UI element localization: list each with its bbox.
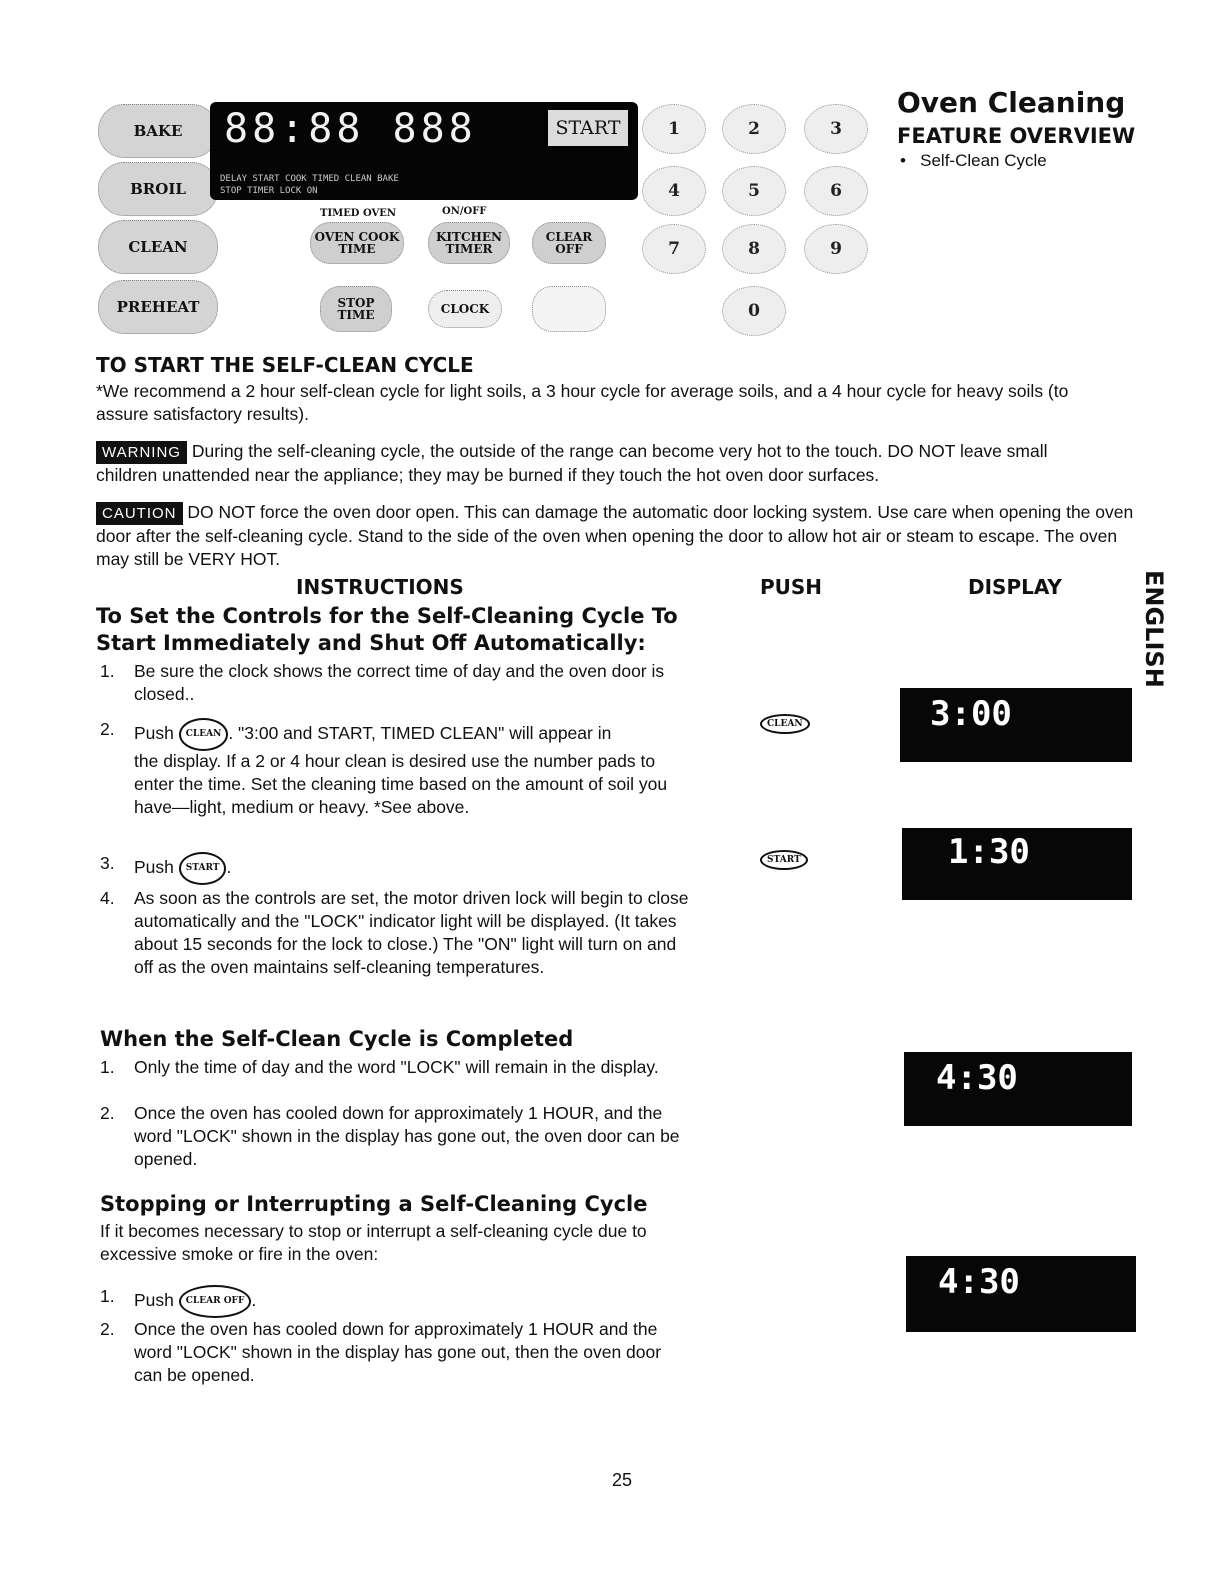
step-number: 2. bbox=[100, 1319, 115, 1339]
stopping-intro: If it becomes necessary to stop or interrupt a self-cleaning cycle due to excessive smoke or fire in the oven: bbox=[100, 1221, 647, 1264]
caution-text: DO NOT force the oven door open. This can damage the automatic door locking system. Use care when opening the oven door after the self-cleaning cycle. Stand to the side of the oven when opening the door to allow hot air or steam to escape. The oven may still be VERY HOT. bbox=[96, 502, 1134, 569]
lcd-digits: 88:88 888 bbox=[224, 106, 477, 152]
warning-block bbox=[96, 440, 1106, 487]
feature-bullet bbox=[900, 151, 1047, 171]
keypad-2[interactable]: 2 bbox=[722, 104, 786, 154]
keypad-7[interactable]: 7 bbox=[642, 224, 706, 274]
push-header: PUSH bbox=[760, 575, 823, 599]
bullet-mark: • bbox=[900, 151, 921, 170]
display-example-4 bbox=[906, 1256, 1136, 1332]
step-text: Only the time of day and the word "LOCK" will remain in the display. bbox=[134, 1057, 659, 1077]
language-tab: ENGLISH bbox=[1140, 570, 1168, 688]
oven-control-panel bbox=[92, 88, 882, 346]
keypad-0[interactable]: 0 bbox=[722, 286, 786, 336]
step-text: Once the oven has cooled down for approximately 1 HOUR, and the word "LOCK" shown in the display has gone out, the oven door can be opened. bbox=[134, 1103, 680, 1169]
kitchen-timer-button[interactable]: KITCHEN TIMER bbox=[428, 222, 510, 264]
clean-key-icon: CLEAN bbox=[179, 718, 229, 751]
keypad-1[interactable]: 1 bbox=[642, 104, 706, 154]
step-number: 2. bbox=[100, 1103, 115, 1123]
completed-heading: When the Self-Clean Cycle is Completed bbox=[100, 1027, 574, 1051]
broil-button[interactable]: BROIL bbox=[98, 162, 218, 216]
caution-block bbox=[96, 501, 1136, 571]
set-step-1 bbox=[100, 660, 700, 706]
keypad-6[interactable]: 6 bbox=[804, 166, 868, 216]
warning-text: During the self-cleaning cycle, the outside of the range can become very hot to the touch. DO NOT leave small children unattended near the appliance; they may be burned if they touch the hot oven door surfaces. bbox=[96, 441, 1048, 485]
display-example-3 bbox=[904, 1052, 1132, 1126]
step-number: 3. bbox=[100, 853, 115, 873]
keypad-3[interactable]: 3 bbox=[804, 104, 868, 154]
display-time: 3:00 bbox=[930, 694, 1012, 734]
start-button[interactable]: START bbox=[548, 110, 628, 146]
display-time: 1:30 bbox=[948, 832, 1030, 872]
clean-push-icon: CLEAN bbox=[760, 714, 810, 734]
keypad-9[interactable]: 9 bbox=[804, 224, 868, 274]
step-number: 1. bbox=[100, 661, 115, 681]
stopping-heading: Stopping or Interrupting a Self-Cleaning Cycle bbox=[100, 1192, 648, 1216]
page-number: 25 bbox=[612, 1470, 633, 1490]
timed-oven-label: TIMED OVEN bbox=[320, 208, 397, 219]
set-step-3 bbox=[100, 852, 700, 880]
step-text: the display. If a 2 or 4 hour clean is desired use the number pads to enter the time. Set the cleaning time based on the amount of soil you have—light, medium or heavy. *See above. bbox=[134, 751, 668, 817]
bake-button[interactable]: BAKE bbox=[98, 104, 218, 158]
set-step-4 bbox=[100, 887, 700, 1002]
blank-button bbox=[532, 286, 606, 332]
clear-off-button[interactable]: CLEAR OFF bbox=[532, 222, 606, 264]
lcd-indicators-bottom: STOP TIMER LOCK ON bbox=[220, 186, 318, 196]
step-text: Be sure the clock shows the correct time of day and the oven door is closed.. bbox=[134, 661, 665, 704]
clean-button[interactable]: CLEAN bbox=[98, 220, 218, 274]
step-text: Push CLEAR OFF . bbox=[134, 1285, 694, 1318]
keypad-4[interactable]: 4 bbox=[642, 166, 706, 216]
oven-cook-time-button[interactable]: OVEN COOK TIME bbox=[310, 222, 404, 264]
display-time: 4:30 bbox=[938, 1262, 1020, 1302]
bullet-text: Self-Clean Cycle bbox=[920, 151, 1047, 170]
page-title: Oven Cleaning bbox=[897, 86, 1126, 119]
set-controls-heading: To Set the Controls for the Self-Cleaning Cycle To Start Immediately and Shut Off Automatically: bbox=[96, 604, 678, 655]
display-header: DISPLAY bbox=[968, 575, 1062, 599]
instructions-header: INSTRUCTIONS bbox=[296, 575, 464, 599]
warning-badge: WARNING bbox=[96, 441, 187, 464]
start-key-icon: START bbox=[179, 852, 227, 885]
section-subtitle: FEATURE OVERVIEW bbox=[897, 124, 1136, 148]
display-example-2 bbox=[902, 828, 1132, 900]
set-step-2-detail bbox=[100, 750, 700, 842]
step-number: 1. bbox=[100, 1057, 115, 1077]
display-time: 4:30 bbox=[936, 1058, 1018, 1098]
start-push-icon: START bbox=[760, 850, 808, 870]
stop-time-button[interactable]: STOP TIME bbox=[320, 286, 392, 332]
step-text: Push START . bbox=[134, 852, 694, 885]
step-number: 2. bbox=[100, 719, 115, 739]
step-number: 1. bbox=[100, 1286, 115, 1306]
lcd-indicators-top: DELAY START COOK TIMED CLEAN BAKE bbox=[220, 174, 399, 184]
step-text: As soon as the controls are set, the motor driven lock will begin to close automatically and the "LOCK" indicator light will be displayed. (It takes about 15 seconds for the lock to close.) The "ON" light will turn on and off as the oven maintains self-cleaning temperatures. bbox=[134, 888, 689, 977]
on-off-label: ON/OFF bbox=[442, 206, 487, 217]
completed-step-1 bbox=[100, 1056, 700, 1102]
step-text: Push CLEAN . "3:00 and START, TIMED CLEAN" will appear in bbox=[134, 718, 694, 751]
keypad-8[interactable]: 8 bbox=[722, 224, 786, 274]
start-heading: TO START THE SELF-CLEAN CYCLE bbox=[96, 353, 474, 377]
clear-off-key-icon: CLEAR OFF bbox=[179, 1285, 252, 1318]
keypad-5[interactable]: 5 bbox=[722, 166, 786, 216]
caution-badge: CAUTION bbox=[96, 502, 183, 525]
preheat-button[interactable]: PREHEAT bbox=[98, 280, 218, 334]
step-text: Once the oven has cooled down for approximately 1 HOUR and the word "LOCK" shown in the display has gone out, then the oven door can be opened. bbox=[134, 1319, 662, 1385]
stopping-step-1 bbox=[100, 1285, 700, 1315]
clock-button[interactable]: CLOCK bbox=[428, 290, 502, 328]
set-step-2 bbox=[100, 718, 700, 748]
completed-step-2 bbox=[100, 1102, 700, 1172]
recommend-text: *We recommend a 2 hour self-clean cycle for light soils, a 3 hour cycle for average soils, and a 4 hour cycle for heavy soils (to assure satisfactory results). bbox=[96, 381, 1069, 424]
step-number: 4. bbox=[100, 888, 115, 908]
stopping-step-2 bbox=[100, 1318, 700, 1388]
display-example-1 bbox=[900, 688, 1132, 762]
